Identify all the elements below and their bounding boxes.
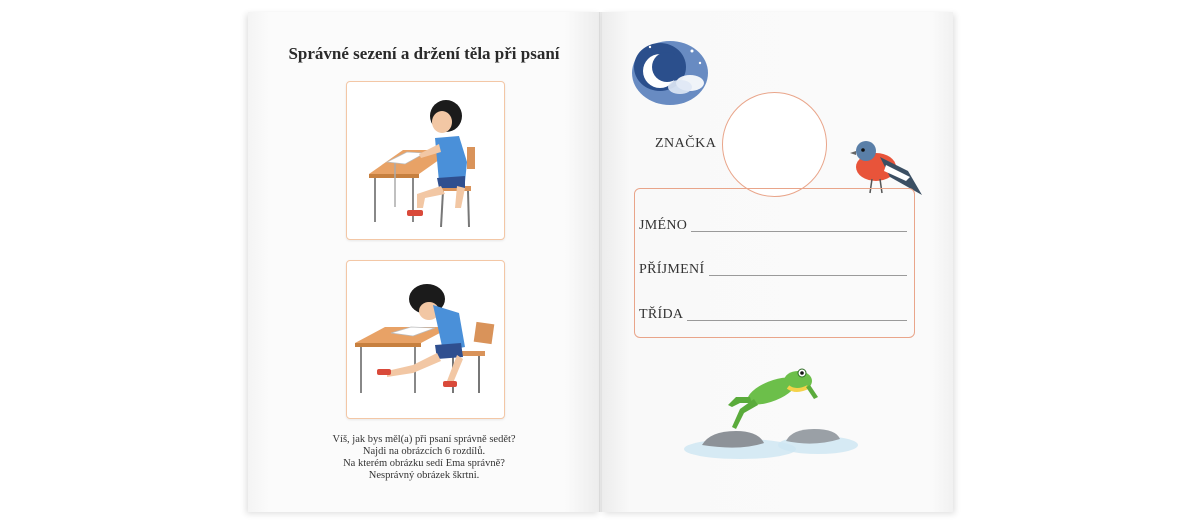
surname-field[interactable] [709, 275, 907, 276]
class-field[interactable] [687, 320, 907, 321]
name-label: JMÉNO [639, 218, 688, 233]
class-label: TŘÍDA [639, 307, 684, 322]
illustration-incorrect-posture [346, 260, 505, 419]
girl-sitting-incorrect-illustration [347, 261, 504, 418]
girl-sitting-correct-illustration [347, 82, 504, 239]
open-workbook [248, 12, 953, 512]
frog-icon [680, 357, 860, 467]
illustration-correct-posture [346, 81, 505, 240]
surname-label: PŘÍJMENÍ [639, 262, 705, 277]
instruction-line: Na kterém obrázku sedí Ema správně? [343, 458, 505, 469]
instruction-line: Nesprávný obrázek škrtni. [368, 470, 480, 481]
moon-cloud-icon [630, 37, 712, 109]
left-page [248, 12, 600, 512]
instruction-line: Víš, jak bys měl(a) při psaní správně sedět? [332, 434, 516, 445]
name-field[interactable] [691, 231, 907, 232]
badge-label: ZNAČKA [655, 136, 717, 151]
instructions-text [248, 434, 600, 482]
page-title: Správné sezení a držení těla při psaní [288, 44, 560, 63]
badge-circle[interactable] [722, 92, 827, 197]
instruction-line: Najdi na obrázcích 6 rozdílů. [362, 446, 486, 457]
